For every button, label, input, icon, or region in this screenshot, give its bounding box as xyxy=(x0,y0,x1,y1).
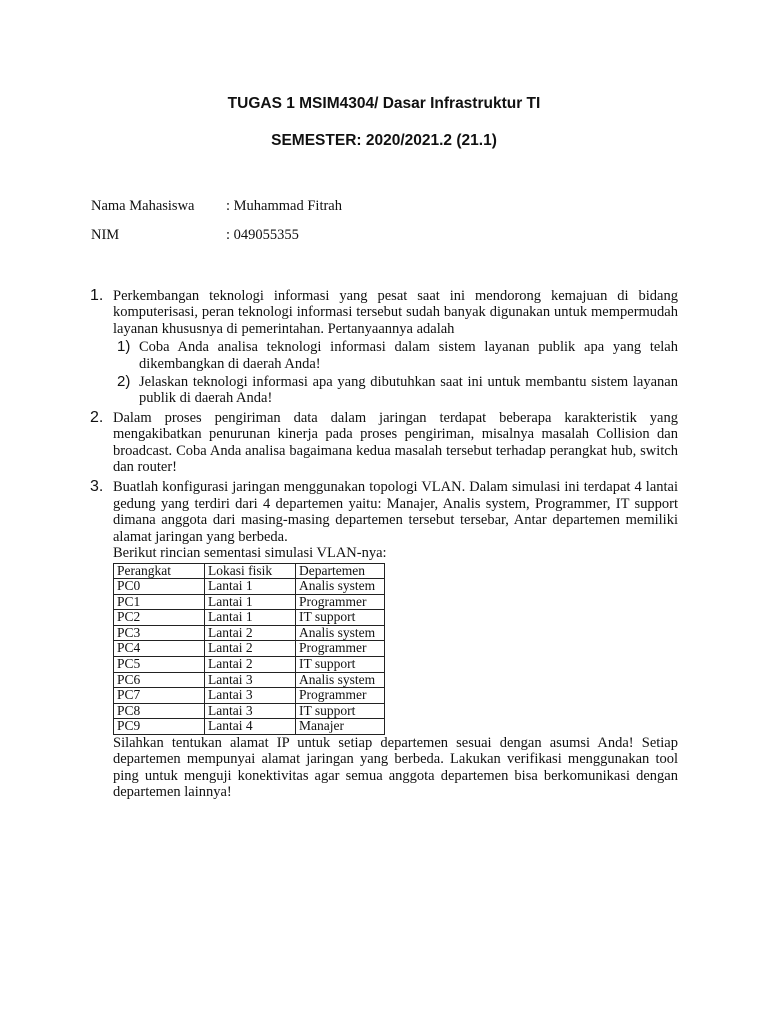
table-cell: PC6 xyxy=(114,672,205,688)
table-cell: PC1 xyxy=(114,594,205,610)
table-cell: Lantai 4 xyxy=(205,719,296,735)
table-cell: PC0 xyxy=(114,579,205,595)
column-header: Departemen xyxy=(296,563,385,579)
table-cell: PC7 xyxy=(114,688,205,704)
table-cell: Lantai 3 xyxy=(205,688,296,704)
table-cell: Lantai 2 xyxy=(205,657,296,673)
student-nim-value: : 049055355 xyxy=(226,227,299,243)
table-row xyxy=(114,688,385,704)
table-body xyxy=(114,579,385,735)
table-row xyxy=(114,657,385,673)
question-number: 1. xyxy=(90,287,104,304)
table-cell: PC2 xyxy=(114,610,205,626)
table-row xyxy=(114,703,385,719)
table-cell: Lantai 1 xyxy=(205,594,296,610)
table-cell: PC3 xyxy=(114,625,205,641)
sub-question-2 xyxy=(113,374,678,407)
table-cell: Lantai 3 xyxy=(205,672,296,688)
table-cell: IT support xyxy=(296,657,385,673)
question-number: 2. xyxy=(90,408,104,426)
table-cell: Lantai 2 xyxy=(205,625,296,641)
question-text: Buatlah konfigurasi jaringan menggunakan topologi VLAN. Dalam simulasi ini terdapat 4 lantai gedung yang terdiri dari 4 departemen yaitu: Manajer, Analis system, Programmer, IT support dimana anggota dari masing-masing departemen tersebut tersebar, Antar departemen memiliki alamat jaringan yang berbeda. xyxy=(113,479,678,545)
table-cell: Lantai 1 xyxy=(205,579,296,595)
vlan-table xyxy=(113,563,385,736)
sub-question-number: 1) xyxy=(117,338,131,356)
table-cell: Programmer xyxy=(296,594,385,610)
table-row xyxy=(114,610,385,626)
sub-question-1 xyxy=(113,339,678,372)
table-row xyxy=(114,594,385,610)
table-row xyxy=(114,625,385,641)
table-cell: IT support xyxy=(296,610,385,626)
question-2 xyxy=(90,410,678,476)
table-row xyxy=(114,579,385,595)
questions-list xyxy=(90,288,678,801)
column-header: Lokasi fisik xyxy=(205,563,296,579)
question-1 xyxy=(90,288,678,407)
table-cell: IT support xyxy=(296,703,385,719)
semester-heading: SEMESTER: 2020/2021.2 (21.1) xyxy=(271,132,497,149)
table-cell: Analis system xyxy=(296,672,385,688)
table-cell: Programmer xyxy=(296,641,385,657)
table-cell: PC8 xyxy=(114,703,205,719)
sub-question-number: 2) xyxy=(117,373,131,391)
sub-question-text: Coba Anda analisa teknologi informasi dalam sistem layanan publik apa yang telah dikembangkan di daerah Anda! xyxy=(139,339,678,372)
table-row xyxy=(114,641,385,657)
question-number: 3. xyxy=(90,478,104,496)
question-text: Perkembangan teknologi informasi yang pesat saat ini mendorong kemajuan di bidang komputerisasi, peran teknologi informasi tersebut sudah banyak digunakan untuk mempermudah layanan khususnya di pemerintahan. Pertanyaannya adalah xyxy=(113,288,678,337)
column-header: Perangkat xyxy=(114,563,205,579)
table-cell: Analis system xyxy=(296,625,385,641)
table-caption: Berikut rincian sementasi simulasi VLAN-nya: xyxy=(113,545,387,562)
student-name-value: : Muhammad Fitrah xyxy=(226,198,342,214)
question-3 xyxy=(90,479,678,800)
table-cell: Manajer xyxy=(296,719,385,735)
table-cell: PC4 xyxy=(114,641,205,657)
table-row xyxy=(114,672,385,688)
table-cell: PC5 xyxy=(114,657,205,673)
table-cell: Lantai 2 xyxy=(205,641,296,657)
document-title: TUGAS 1 MSIM4304/ Dasar Infrastruktur TI xyxy=(227,95,541,112)
table-cell: Analis system xyxy=(296,579,385,595)
table-cell: Programmer xyxy=(296,688,385,704)
table-cell: Lantai 1 xyxy=(205,610,296,626)
question-text: Dalam proses pengiriman data dalam jaringan terdapat beberapa karakteristik yang mengakibatkan penurunan kinerja pada proses pengiriman, misalnya masalah Collision dan broadcast. Coba Anda analisa bagaimana kedua masalah tersebut terhadap perangkat hub, switch dan router! xyxy=(113,409,678,476)
student-name-label: Nama Mahasiswa xyxy=(91,198,195,214)
table-header-row xyxy=(114,563,385,579)
closing-instructions: Silahkan tentukan alamat IP untuk setiap departemen sesuai dengan asumsi Anda! Setiap departemen mempunyai alamat jaringan yang berbeda. Lakukan verifikasi menggunakan tool ping untuk menguji konektivitas agar semua anggota departemen bisa berkomunikasi dengan departemen lainnya! xyxy=(113,735,678,801)
table-row xyxy=(114,719,385,735)
student-nim-label: NIM xyxy=(91,227,120,243)
table-cell: Lantai 3 xyxy=(205,703,296,719)
sub-question-text: Jelaskan teknologi informasi apa yang dibutuhkan saat ini untuk membantu sistem layanan publik di daerah Anda! xyxy=(139,374,678,407)
table-cell: PC9 xyxy=(114,719,205,735)
